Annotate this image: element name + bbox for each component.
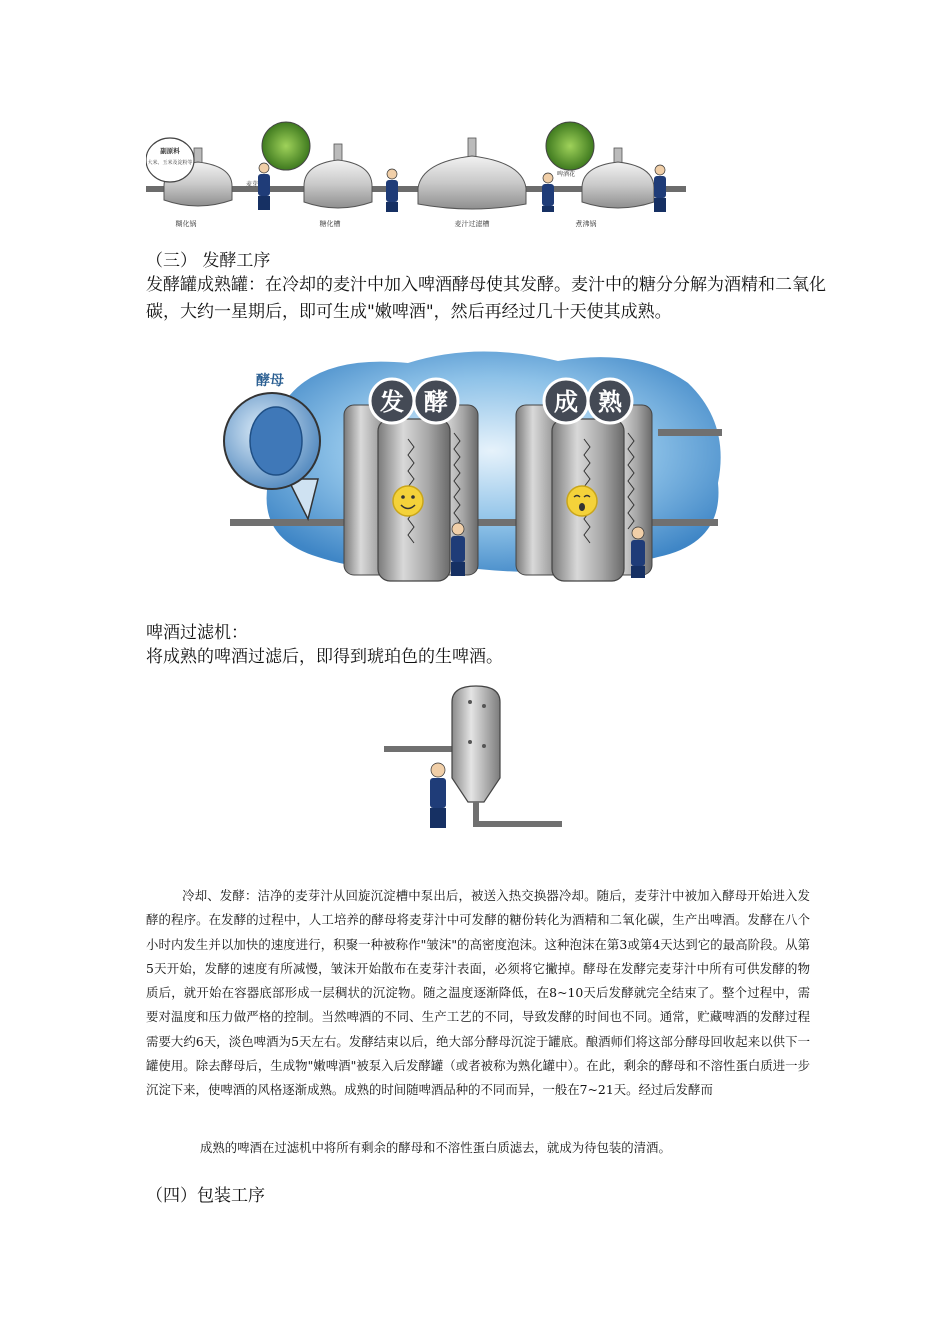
- section-4-heading: （四）包装工序: [146, 1186, 265, 1206]
- brewhouse-process-illustration: [146, 120, 686, 232]
- worker-figure: [430, 763, 446, 828]
- mash-tun-label: 糖化槽: [319, 220, 341, 228]
- worker-figure: [542, 173, 554, 212]
- worker-figure: [451, 523, 465, 576]
- tank-2-char-2: 熟: [598, 388, 622, 416]
- cooling-fermentation-text: 冷却、发酵：洁净的麦芽汁从回旋沉淀槽中泵出后，被送入热交换器冷却。随后，麦芽汁中被加入酵母开始进入发酵的程序。在发酵的过程中，人工培养的酵母将麦芽汁中可发酵的糖份转化为酒精和二氧化碳，生产出啤酒。发酵在八个小时内发生并以加快的速度进行，积聚一种被称作"皱沫"的高密度泡沫。这种泡沫在第3或第4天达到它的最高阶段。从第5天开始，发酵的速度有所减慢，皱沫开始散布在麦芽汁表面，必须将它撇掉。酵母在发酵完麦芽汁中所有可供发酵的物质后，就开始在容器底部形成一层稠状的沉淀物。随之温度逐渐降低，在8~10天后发酵就完全结束了。整个过程中，需要对温度和压力做严格的控制。当然啤酒的不同、生产工艺的不同，导致发酵的时间也不同。通常，贮藏啤酒的发酵过程需要大约6天，淡色啤酒为5天左右。发酵结束以后，绝大部分酵母沉淀于罐底。酿酒师们将这部分酵母回收起来以供下一罐使用。除去酵母后，生成物"嫩啤酒"被泵入后发酵罐（或者被称为熟化罐中）。在此，剩余的酵母和不溶性蛋白质进一步沉淀下来，使啤酒的风格逐渐成熟。成熟的时间随啤酒品种的不同而异，一般在7~21天。经过后发酵而: [146, 888, 810, 1098]
- yeast-label: 酵母: [256, 373, 284, 389]
- sleepy-yeast-icon: [567, 486, 597, 516]
- mash-tun-vessel: [304, 144, 372, 208]
- tank-1-char-2: 酵: [424, 388, 448, 416]
- worker-figure: [631, 527, 645, 578]
- lauter-tun-vessel: [418, 138, 526, 209]
- happy-yeast-icon: [393, 486, 423, 516]
- worker-figure: [654, 165, 666, 212]
- malt-label: 麦芽: [245, 181, 259, 188]
- beer-filter-illustration: [384, 682, 566, 834]
- wort-kettle-vessel: [582, 148, 654, 208]
- adjunct-items-label: 大米、玉米及淀粉等: [147, 160, 193, 166]
- worker-figure: [386, 169, 398, 212]
- filter-vessel: [452, 686, 500, 802]
- fermentation-tanks-illustration: [218, 343, 730, 585]
- mash-cooker-label: 糊化锅: [175, 220, 197, 228]
- worker-figure: [258, 163, 270, 210]
- malt-bubble: [262, 122, 310, 170]
- section-3-paragraph: 发酵罐成熟罐：在冷却的麦汁中加入啤酒酵母使其发酵。麦汁中的糖分分解为酒精和二氧化碳，大约一星期后，即可生成"嫩啤酒"，然后再经过几十天使其成熟。: [146, 275, 826, 322]
- section-3-heading: （三） 发酵工序: [146, 251, 271, 271]
- outlet-pipe: [476, 802, 562, 824]
- cooling-fermentation-last-line: 成熟的啤酒在过滤机中将所有剩余的酵母和不溶性蛋白质滤去，就成为待包装的清酒。: [200, 1140, 671, 1155]
- inlet-pipe: [384, 746, 454, 752]
- tank-2-char-1: 成: [554, 388, 578, 416]
- hops-label: 啤酒花: [556, 171, 576, 178]
- tank-1-char-1: 发: [380, 388, 404, 416]
- filter-paragraph: 将成熟的啤酒过滤后，即得到琥珀色的生啤酒。: [146, 647, 503, 667]
- adjunct-speech-bubble: [146, 138, 194, 182]
- wort-kettle-label: 煮沸锅: [575, 220, 597, 228]
- cooling-fermentation-paragraph: [146, 884, 810, 1103]
- lauter-tun-label: 麦汁过滤槽: [454, 220, 490, 228]
- hops-bubble: [546, 122, 594, 170]
- filter-heading: 啤酒过滤机：: [146, 623, 248, 643]
- adjunct-title-label: 副原料: [160, 147, 180, 155]
